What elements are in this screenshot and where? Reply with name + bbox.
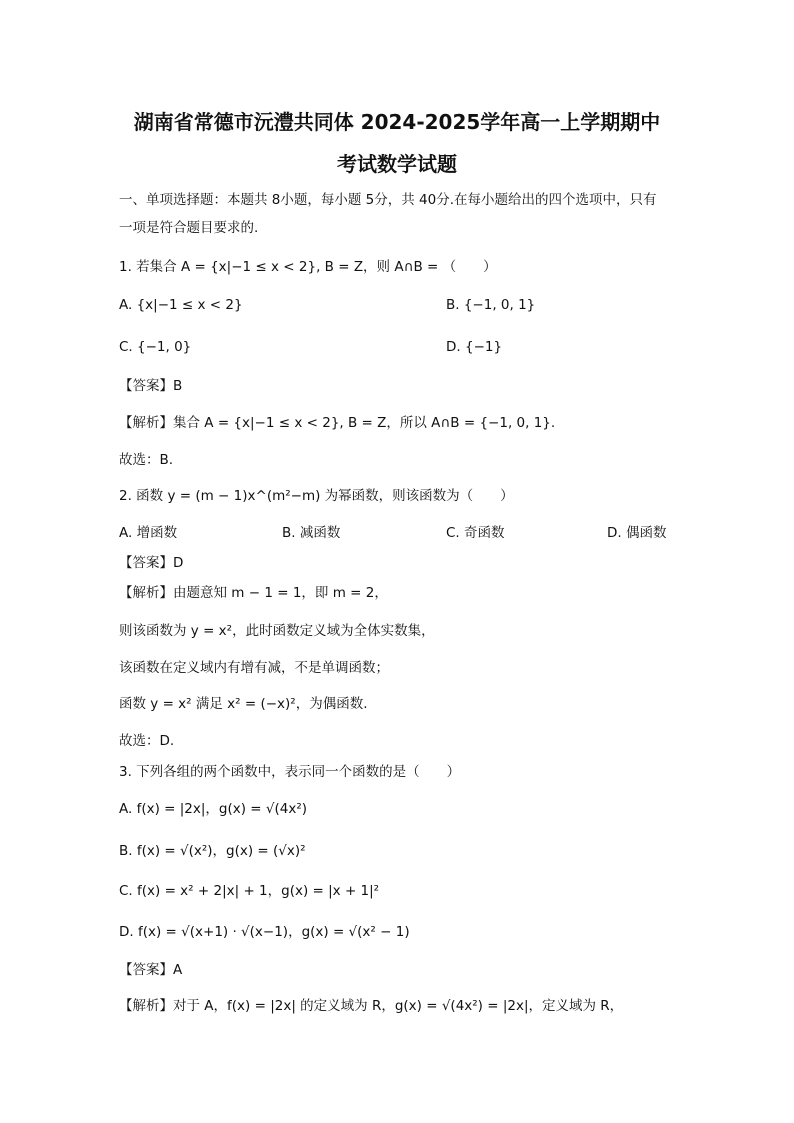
q1-explanation: 【解析】集合 A = {x|−1 ≤ x < 2}, B = Z，所以 A∩B = {−1, 0, 1}. <box>119 415 556 431</box>
section-heading-line2: 一项是符合题目要求的. <box>119 220 259 236</box>
q2-choice: 故选：D. <box>119 733 175 749</box>
q2-option-b: B. 减函数 <box>282 525 341 541</box>
q2-option-d: D. 偶函数 <box>607 525 667 541</box>
q2-explanation-line2: 则该函数为 y = x²，此时函数定义域为全体实数集， <box>119 623 435 639</box>
q3-option-a: A. f(x) = |2x|，g(x) = √(4x²) <box>119 801 308 817</box>
q2-explanation-line4: 函数 y = x² 满足 x² = (−x)²，为偶函数. <box>119 696 368 712</box>
q2-option-a: A. 增函数 <box>119 525 178 541</box>
q3-option-b: B. f(x) = √(x²)，g(x) = (√x)² <box>119 843 306 859</box>
q2-stem: 2. 函数 y = (m − 1)x^(m²−m) 为幂函数，则该函数为（ ） <box>119 488 514 504</box>
q1-stem: 1. 若集合 A = {x|−1 ≤ x < 2}, B = Z，则 A∩B = （ ） <box>119 259 497 275</box>
q1-option-d: D. {−1} <box>446 339 503 355</box>
document-title-line2: 考试数学试题 <box>337 152 457 176</box>
q2-option-c: C. 奇函数 <box>446 525 505 541</box>
q3-option-c: C. f(x) = x² + 2|x| + 1，g(x) = |x + 1|² <box>119 883 380 899</box>
q3-stem: 3. 下列各组的两个函数中，表示同一个函数的是（ ） <box>119 764 461 780</box>
q2-answer: 【答案】D <box>119 555 184 571</box>
q3-option-d: D. f(x) = √(x+1) · √(x−1)，g(x) = √(x² − 1) <box>119 924 410 940</box>
q1-choice: 故选：B. <box>119 452 174 468</box>
q1-answer: 【答案】B <box>119 378 183 394</box>
document-title-line1: 湖南省常德市沅澧共同体 2024-2025学年高一上学期期中 <box>133 110 661 134</box>
q1-option-b: B. {−1, 0, 1} <box>446 297 536 313</box>
q1-option-a: A. {x|−1 ≤ x < 2} <box>119 297 243 313</box>
section-heading-line1: 一、单项选择题：本题共 8小题，每小题 5分，共 40分.在每小题给出的四个选项中，只有 <box>119 192 657 208</box>
q2-explanation-line1: 【解析】由题意知 m − 1 = 1，即 m = 2， <box>119 585 388 601</box>
q3-explanation: 【解析】对于 A，f(x) = |2x| 的定义域为 R，g(x) = √(4x²) = |2x|，定义域为 R， <box>119 998 624 1014</box>
q2-explanation-line3: 该函数在定义域内有增有减，不是单调函数； <box>119 660 389 676</box>
q1-option-c: C. {−1, 0} <box>119 339 192 355</box>
q3-answer: 【答案】A <box>119 962 183 978</box>
